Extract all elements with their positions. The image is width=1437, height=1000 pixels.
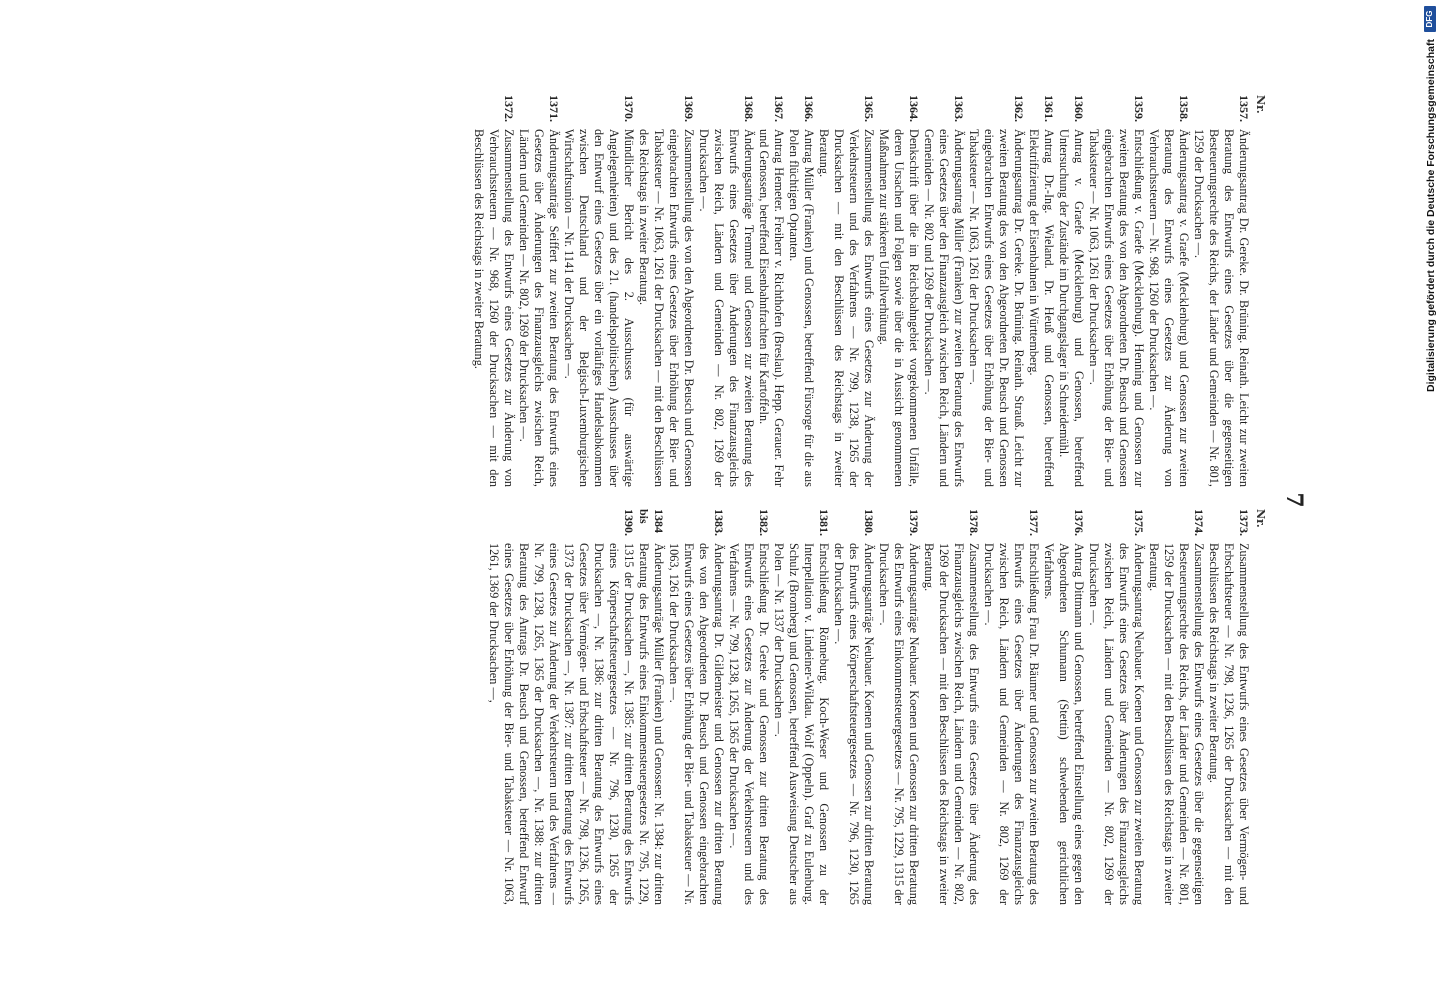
entry-text: Antrag Dittmann und Genossen, betreffend Einstellung eines gegen den Abgeordneten Schumann (Stettin) schwebenden gerichtlichen Verfahrens. <box>1042 543 1086 905</box>
entry-number: 1374. <box>1192 509 1206 536</box>
entry-text: Änderungsantrag Neubauer. Koenen und Genossen zur zweiten Beratung des Entwurfs eines Gesetzes über Änderungen des Finanzausgleichs zwischen Reich, Ländern und Gemeinden — Nr. 802, 1269 der Drucksachen —. <box>1087 543 1146 905</box>
entry-text: Antrag v. Graefe (Mecklenburg) und Genossen, betreffend Untersuchung der Zustände im Durchgangslager in Schneidemühl. <box>1057 129 1086 487</box>
entry-text: Antrag Hemeter. Freiherr v. Richthofen (Breslau). Hepp. Gerauer. Fehr und Genossen, betreffend Eisenbahnfrachten für Kartoffeln. <box>757 129 786 487</box>
entry-text: Denkschrift über die im Reichsbahngebiet vorgekommenen Unfälle, deren Ursachen und Folgen sowie über die in Aussicht genommenen Maßnahmen zur stärkeren Unfallverhütung. <box>877 129 921 487</box>
index-entry <box>786 95 816 487</box>
column-header-nr: Nr. <box>1254 509 1267 528</box>
index-entry <box>921 95 966 487</box>
entry-text: Entschließung Dr. Gereke und Genossen zur dritten Beratung des Entwurfs eines Gesetzes zur Änderung der Verkehrsteuern und des Verfahrens — Nr. 799, 1238, 1265, 1365 der Drucksachen —. <box>727 543 771 905</box>
entry-number: 1369. <box>682 95 696 122</box>
entry-text: Zusammenstellung des Entwurfs eines Gesetzes über Änderung des Finanzausgleichs zwischen Reich, Ländern und Gemeinden — Nr. 802, 1269 der Drucksachen — mit den Beschlüssen des Reichstags in zweiter Beratung. <box>922 543 981 905</box>
entry-number: 1380. <box>862 509 876 536</box>
index-entry <box>1026 95 1056 487</box>
right-column <box>486 509 1269 905</box>
index-entry <box>516 95 561 487</box>
index-entry <box>921 509 981 905</box>
entry-number: 1381. <box>817 509 831 536</box>
scanned-page <box>149 95 1309 905</box>
column-header-nr: Nr. <box>1254 95 1267 114</box>
entry-number: 1367. <box>772 95 786 122</box>
entry-number: 1365. <box>862 95 876 122</box>
index-entry <box>636 95 696 487</box>
entry-number: 1362. <box>1012 95 1026 122</box>
index-entry <box>1056 95 1086 487</box>
entry-text: Änderungsantrag Dr. Gildemeister und Genossen zur dritten Beratung des von den Abgeordneten Dr. Beusch und Genossen eingebrachten Entwurfs eines Gesetzes über Erhöhung der Bier- und Tabaksteuer — Nr. 1063, 1261 der Drucksachen —. <box>667 543 726 905</box>
entry-number: 1383. <box>712 509 726 536</box>
entry-text: Zusammenstellung des Entwurfs eines Gesetzes zur Änderung der Verkehrsteuern und des Verfahrens — Nr. 799, 1238, 1265 der Drucksachen — mit den Beschlüssen des Reichstags in zweiter Beratung. <box>817 129 876 487</box>
entry-number: 1372. <box>502 95 516 122</box>
entry-text: Zusammenstellung des von den Abgeordneten Dr. Beusch und Genossen eingebrachten Entwurfs eines Gesetzes über Erhöhung der Bier- und Tabaksteuer — Nr. 1063, 1261 der Drucksachen — mit den Beschlüssen des Reichstags in zweiter Beratung. <box>637 129 696 487</box>
digitization-notice: Digitalisierung gefördert durch die Deutsche Forschungsgemeinschaft <box>1425 39 1437 392</box>
index-entry <box>831 509 876 905</box>
index-entry <box>756 95 786 487</box>
entry-number: 1366. <box>802 95 816 122</box>
entry-text: Entschließung v. Graefe (Mecklenburg). Henning und Genossen zur zweiten Beratung des von den Abgeordneten Dr. Beusch und Genossen eingebrachten Entwurfs eines Gesetzes über Erhöhung der Bier- und Tabaksteuer — Nr. 1063, 1261 der Drucksachen —. <box>1087 129 1146 487</box>
index-entry <box>981 509 1041 905</box>
entry-text: Antrag Dr.-Ing. Wieland. Dr. Heuß und Genossen, betreffend Elektrifizierung der Eisenbahnen in Württemberg. <box>1027 129 1056 487</box>
entry-text: Zusammenstellung des Entwurfs eines Gesetzes über Vermögen- und Erbschaftsteuer — Nr. 798, 1236, 1265 der Drucksachen — mit den Beschlüssen des Reichstags in zweiter Beratung. <box>1207 543 1251 905</box>
entry-text: Mündlicher Bericht des 2. Ausschusses (für auswärtige Angelegenheiten) und des 21. (handelspolitischen) Ausschusses über den Entwurf eines Gesetzes über ein vorläufiges Handelsabkommen zwischen Deutschland und der Belgisch-Luxemburgischen Wirtschaftsunion — Nr. 1141 der Drucksachen —. <box>562 129 636 487</box>
entry-number: 1360. <box>1072 95 1086 122</box>
index-entry <box>561 95 636 487</box>
entry-text: Änderungsanträge Tremmel und Genossen zur zweiten Beratung des Entwurfs eines Gesetzes über Änderungen des Finanzausgleichs zwischen Reich, Ländern und Gemeinden — Nr. 802, 1269 der Drucksachen —. <box>697 129 756 487</box>
index-entry <box>1146 509 1206 905</box>
entry-text: Zusammenstellung des Entwurfs eines Gesetzes zur Änderung von Verbrauchssteuern — Nr. 968, 1260 der Drucksachen — mit den Beschlüssen des Reichstags in zweiter Beratung. <box>472 129 516 487</box>
entry-number: 1379. <box>907 509 921 536</box>
entry-text: Änderungsanträge Seiffert zur zweiten Beratung des Entwurfs eines Gesetzes über Änderungen des Finanzausgleichs zwischen Reich, Ländern und Gemeinden — Nr. 802, 1269 der Drucksachen —. <box>517 129 561 487</box>
entry-text: Änderungsantrag v. Graefe (Mecklenburg) und Genossen zur zweiten Beratung des Entwurfs eines Gesetzes zur Änderung von Verbrauchssteuern — Nr. 968, 1260 der Drucksachen —. <box>1147 129 1191 487</box>
entry-text: Änderungsantrag Müller (Franken) zur zweiten Beratung des Entwurfs eines Gesetzes über den Finanzausgleich zwischen Reich, Ländern und Gemeinden — Nr. 802 und 1269 der Drucksachen —. <box>922 129 966 487</box>
entry-number: 1368. <box>742 95 756 122</box>
index-entry <box>471 95 516 487</box>
dfg-logo-text: DFG <box>1425 10 1434 28</box>
entry-number: 1361. <box>1042 95 1056 122</box>
entry-text: Änderungsanträge Müller (Franken) und Genossen: Nr. 1384: zur dritten Beratung des Entwurfs eines Einkommensteuergesetzes Nr. 795, 1229, 1315 der Drucksachen —, Nr. 1385: zur dritten Beratung des Entwurfs eines Körperschaftsteuergesetzes — Nr. 796, 1230, 1265 der Drucksachen —, Nr. 1386: zur dritten Beratung des Entwurfs eines Gesetzes über Vermögen- und Erbschaftsteuer — Nr. 798, 1236, 1265, 1373 der Drucksachen —, Nr. 1387: zur dritten Beratung des Entwurfs eines Gesetzes zur Änderung der Verkehrsteuern und des Verfahrens — Nr. 799, 1238, 1265, 1365 der Drucksachen —, Nr. 1388: zur dritten Beratung des Antrags Dr. Beusch und Genossen, betreffend Entwurf eines Gesetzes über Erhöhung der Bier- und Tabaksteuer — Nr. 1063, 1261, 1369 der Drucksachen —, <box>487 543 666 905</box>
entry-text: Änderungsantrag Dr. Gereke. Dr. Brüning. Reinath. Leicht zur zweiten Beratung des Entwurfs eines Gesetzes über die gegenseitigen Besteuerungsrechte des Reichs, der Länder und Gemeinden — Nr. 801, 1259 der Drucksachen —. <box>1192 129 1251 487</box>
entry-number: 1373. <box>1237 509 1251 536</box>
index-entry <box>1041 509 1086 905</box>
entry-text: Änderungsanträge Neubauer. Koenen und Genossen zur dritten Beratung des Entwurfs eines Körperschaftsteuergesetzes — Nr. 796, 1230, 1265 der Drucksachen —. <box>832 543 876 905</box>
entry-number: 1371. <box>547 95 561 122</box>
entry-number: 1359. <box>1132 95 1146 122</box>
index-entry <box>966 95 1026 487</box>
entry-number: 1375. <box>1132 509 1146 536</box>
index-entry <box>696 95 756 487</box>
index-entry <box>1086 509 1146 905</box>
entry-text: Änderungsantrag Dr. Gereke. Dr. Brüning. Reinath. Strauß. Leicht zur zweiten Beratung des von den Abgeordneten Dr. Beusch und Genossen eingebrachten Entwurfs eines Gesetzes über Erhöhung der Bier- und Tabaksteuer — Nr. 1063, 1261 der Drucksachen —. <box>967 129 1026 487</box>
left-column <box>471 95 1269 487</box>
entry-text: Zusammenstellung des Entwurfs eines Gesetzes über die gegenseitigen Besteuerungsrechte des Reichs, der Länder und Gemeinden — Nr. 801, 1259 der Drucksachen — mit den Beschlüssen des Reichstags in zweiter Beratung. <box>1147 543 1206 905</box>
entry-text: Änderungsanträge Neubauer. Koenen und Genossen zur dritten Beratung des Entwurfs eines Einkommensteuergesetzes — Nr. 795, 1229, 1315 der Drucksachen —. <box>877 543 921 905</box>
index-entry <box>1191 95 1251 487</box>
index-entry <box>816 95 876 487</box>
entry-number: 1364. <box>907 95 921 122</box>
index-entry <box>726 509 771 905</box>
entry-number: 1363. <box>952 95 966 122</box>
index-entry <box>876 95 921 487</box>
page-content <box>149 95 1309 905</box>
index-entry <box>666 509 726 905</box>
entry-number: 1377. <box>1027 509 1041 536</box>
page-number: 7 <box>1281 492 1307 508</box>
entry-text: Entschließung Frau Dr. Bäumer und Genossen zur zweiten Beratung des Entwurfs eines Gesetzes über Änderungen des Finanzausgleichs zwischen Reich, Ländern und Gemeinden — Nr. 802, 1269 der Drucksachen —. <box>982 543 1041 905</box>
entry-number: 1357. <box>1237 95 1251 122</box>
entry-text: Antrag Müller (Franken) und Genossen, betreffend Fürsorge für die aus Polen flüchtigen Optanten. <box>787 129 816 487</box>
entry-number: 1376. <box>1072 509 1086 536</box>
entry-number: 1382. <box>757 509 771 536</box>
entry-number: 1358. <box>1177 95 1191 122</box>
index-entry <box>1146 95 1191 487</box>
index-entry <box>771 509 831 905</box>
index-entry <box>876 509 921 905</box>
index-entry <box>486 509 666 905</box>
entry-number: 1370. <box>622 95 636 122</box>
right-entry-list <box>486 509 1251 905</box>
entry-text: Entschließung Rönneburg. Koch-Weser und Genossen zu der Interpellation v. Lindeiner-Wildau. Wolf (Oppeln). Graf zu Eulenburg. Schulz (Bromberg) und Genossen, betreffend Ausweisung Deutscher aus Polen — Nr. 1337 der Drucksachen —. <box>772 543 831 905</box>
entry-number: 1378. <box>967 509 981 536</box>
index-entry <box>1206 509 1251 905</box>
index-entry <box>1086 95 1146 487</box>
left-entry-list <box>471 95 1251 487</box>
entry-number: 1384 bis 1390. <box>622 509 666 536</box>
